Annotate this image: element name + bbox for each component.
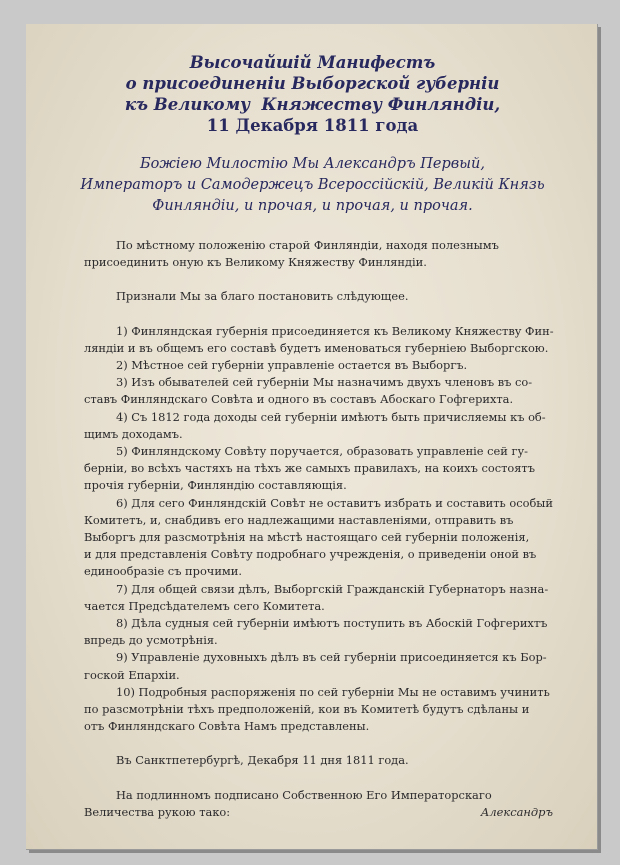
article-item xyxy=(84,581,561,615)
invocation xyxy=(64,154,561,217)
article-line: 8) Дѣла судныя сей губерніи имѣютъ поступить въ Абоскій Гофгерихтъ xyxy=(116,616,548,631)
article-item xyxy=(84,323,561,357)
article-line: по разсмотрѣніи тѣхъ предположеній, кои въ Комитетѣ будутъ сдѣланы и xyxy=(84,702,530,717)
article-item xyxy=(84,357,561,374)
article-line: и для представленія Совѣту подробнаго учрежденія, о приведеніи оной въ xyxy=(84,547,537,562)
document-page xyxy=(26,24,598,850)
invocation-line: Божіею Милостію Мы Александръ Первый, xyxy=(140,156,485,172)
signature-name: Александръ xyxy=(480,804,553,819)
article-line: щимъ доходамъ. xyxy=(84,426,183,441)
article-item xyxy=(84,615,561,649)
article-line: отъ Финляндскаго Совѣта Намъ представлены. xyxy=(84,719,370,734)
articles-list xyxy=(84,323,561,736)
preamble-line: присоединить оную къ Великому Княжеству Финляндіи. xyxy=(84,255,427,270)
invocation-line: Императоръ и Самодержецъ Всероссійскій, Великій Князь xyxy=(80,177,545,193)
article-item xyxy=(84,649,561,683)
preamble xyxy=(84,237,561,271)
signature-line: На подлинномъ подписано Собственною Его Императорскаго xyxy=(116,787,492,802)
signature-block xyxy=(84,787,561,821)
title-line: къ Великому Княжеству Финляндіи, xyxy=(124,95,501,114)
article-line: 10) Подробныя распоряженія по сей губерніи Мы не оставимъ учинить xyxy=(116,684,550,699)
manifesto-title xyxy=(64,52,561,136)
article-item xyxy=(84,374,561,408)
article-line: впредь до усмотрѣнія. xyxy=(84,633,218,648)
article-line: 6) Для сего Финляндскій Совѣт не оставитъ избрать и составить особый xyxy=(116,495,553,510)
article-line: берніи, во всѣхъ частяхъ на тѣхъ же самыхъ правилахъ, на коихъ состоятъ xyxy=(84,461,535,476)
article-item xyxy=(84,684,561,736)
article-line: Выборгъ для разсмотрѣнія на мѣстѣ настоящаго сей губерніи положенія, xyxy=(84,530,530,545)
article-line: Комитетъ, и, снабдивъ его надлежащими наставленіями, отправить въ xyxy=(84,512,514,527)
article-line: чается Предсѣдателемъ сего Комитета. xyxy=(84,598,325,613)
invocation-line: Финляндіи, и прочая, и прочая, и прочая. xyxy=(152,198,473,214)
resolution-text: Признали Мы за благо постановить слѣдующее. xyxy=(116,289,409,304)
article-line: 5) Финляндскому Совѣту поручается, образовать управленіе сей гу- xyxy=(116,444,529,459)
article-line: гоской Епархіи. xyxy=(84,667,180,682)
article-item xyxy=(84,443,561,495)
article-line: ляндіи и въ общемъ его составѣ будетъ именоваться губерніею Выборгскою. xyxy=(84,340,549,355)
article-line: 1) Финляндская губернія присоединяется къ Великому Княжеству Фин- xyxy=(116,323,554,338)
place-date: Въ Санктпетербургѣ, Декабря 11 дня 1811 года. xyxy=(116,753,409,768)
title-line: о присоединеніи Выборгской губерніи xyxy=(125,74,500,93)
article-line: 3) Изъ обывателей сей губерніи Мы назначимъ двухъ членовъ въ со- xyxy=(116,375,533,390)
article-line: единообразіе съ прочими. xyxy=(84,564,242,579)
article-item xyxy=(84,495,561,581)
article-line: 9) Управленіе духовныхъ дѣлъ въ сей губерніи присоединяется къ Бор- xyxy=(116,650,547,665)
article-line: 4) Съ 1812 года доходы сей губерніи имѣютъ быть причисляемы къ об- xyxy=(116,409,546,424)
article-line: ставъ Финляндскаго Совѣта и одного въ составъ Абоскаго Гофгерихта. xyxy=(84,392,514,407)
article-line: 7) Для общей связи дѣлъ, Выборгскій Гражданскій Губернаторъ назна- xyxy=(116,581,549,596)
article-item xyxy=(84,409,561,443)
article-line: 2) Мѣстное сей губерніи управленіе остается въ Выборгъ. xyxy=(116,358,468,373)
preamble-line: По мѣстному положенію старой Финляндіи, находя полезнымъ xyxy=(116,238,499,252)
title-line: Высочайшій Манифестъ xyxy=(189,53,436,72)
title-date: 11 Декабря 1811 года xyxy=(206,116,419,135)
article-line: прочія губерніи, Финляндію составляющія. xyxy=(84,478,347,493)
signature-line: Величества рукою тако: xyxy=(84,804,231,819)
